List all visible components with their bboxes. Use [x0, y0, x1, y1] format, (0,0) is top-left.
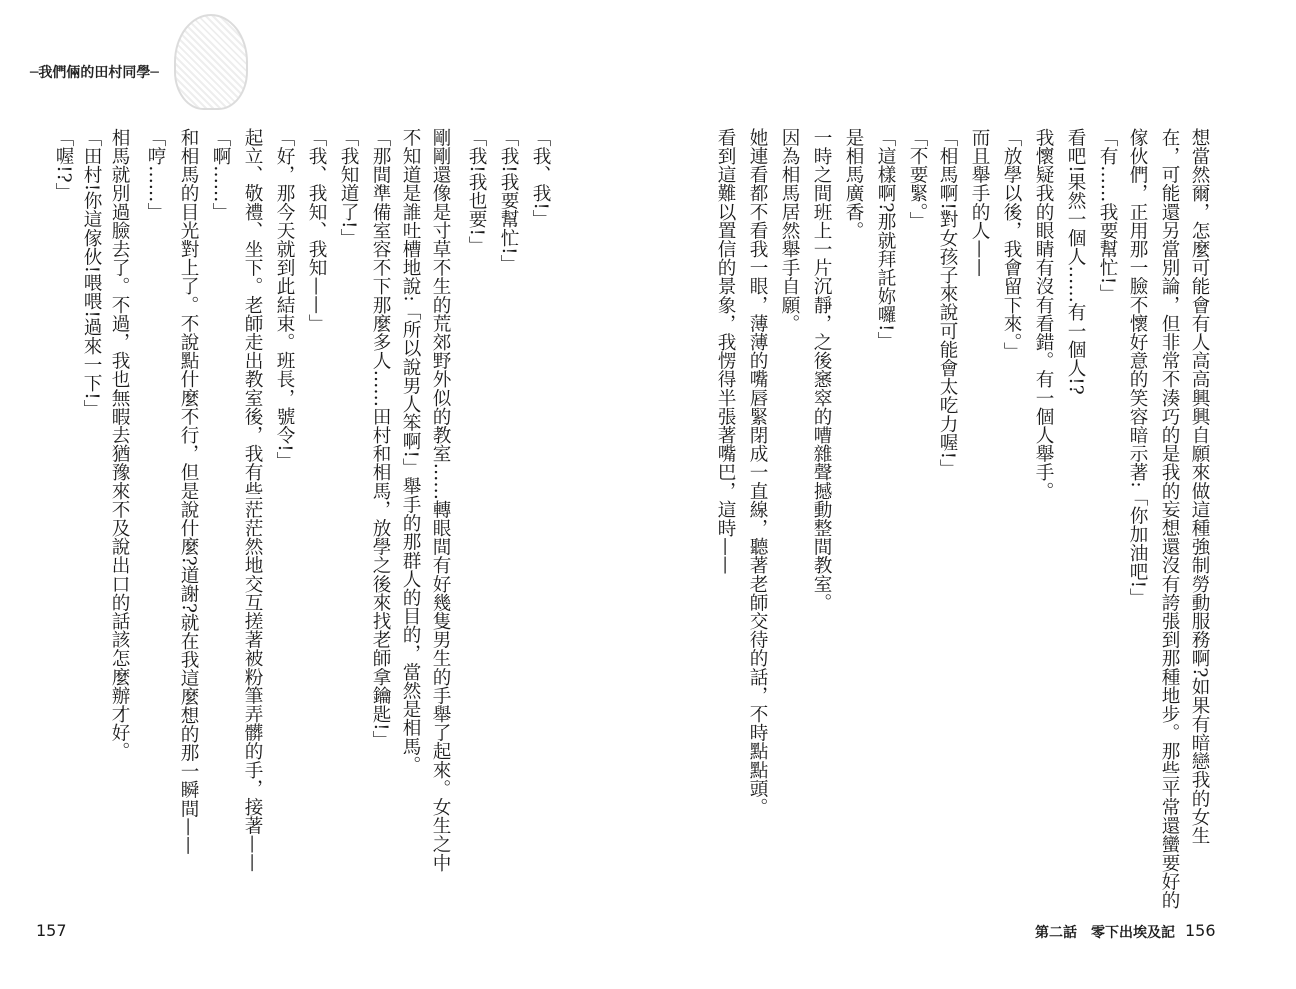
text-column: 「我、我!」	[530, 128, 551, 229]
series-header	[24, 14, 244, 114]
character-portrait-logo	[174, 14, 248, 110]
text-column: 「好，那今天就到此結束。班長，號令!」	[274, 128, 295, 471]
text-column: 「放學以後，我會留下來。」	[1001, 128, 1022, 361]
text-column: 看到這難以置信的景象，我愣得半張著嘴巴，這時——	[715, 128, 736, 575]
text-column: 和相馬的目光對上了。不說點什麼不行，但是說什麼?道謝?就在我這麼想的那一瞬間——	[178, 128, 199, 855]
text-column: 傢伙們，正用那一臉不懷好意的笑容暗示著:「你加油吧!」	[1127, 128, 1148, 607]
page-number-right: 156	[1185, 921, 1216, 940]
text-column: 想當然爾，怎麼可能會有人高高興興自願來做這種強制勞動服務啊?如果有暗戀我的女生	[1189, 128, 1210, 845]
text-column: 在，可能還另當別論，但非常不湊巧的是我的妄想還沒有誇張到那種地步。那些平常還蠻要好的	[1159, 128, 1180, 910]
text-column: 剛剛還像是寸草不生的荒郊野外似的教室……轉眼間有好幾隻男生的手舉了起來。女生之中	[430, 128, 451, 872]
chapter-title: 第二話 零下出埃及記	[1035, 925, 1175, 941]
page-number-left: 157	[36, 921, 67, 940]
text-column: 「喔!?」	[53, 128, 74, 202]
text-column: 我懷疑我的眼睛有沒有看錯。有一個人舉手。	[1033, 128, 1054, 500]
text-column: 因為相馬居然舉手自願。	[779, 128, 800, 333]
text-column: 「哼……」	[145, 128, 166, 221]
text-column: 「我!我也要!」	[466, 128, 487, 255]
text-column: 不知道是誰吐槽地說:「所以說男人笨啊!」舉手的那群人的目的，當然是相馬。	[400, 128, 421, 775]
text-column: 「我、我知、我知——」	[306, 128, 327, 333]
text-column: 「我!我要幫忙!」	[498, 128, 519, 274]
text-column: 「啊……」	[210, 128, 231, 221]
text-column: 「田村!你這傢伙!喂喂!過來一下!」	[81, 128, 102, 419]
text-column: 「那間準備室容不下那麼多人……田村和相馬，放學之後來找老師拿鑰匙!」	[370, 128, 391, 750]
text-column: 起立、敬禮、坐下。老師走出教室後，我有些茫茫然地交互搓著被粉筆弄髒的手，接著——	[242, 128, 263, 872]
text-column: 一時之間班上一片沉靜，之後窸窣的嘈雜聲撼動整間教室。	[811, 128, 832, 612]
text-column: 「不要緊。」	[907, 128, 928, 231]
series-title: ─我們倆的田村同學─	[28, 62, 161, 82]
text-column: 「我知道了!」	[338, 128, 359, 248]
text-column: 「有……我要幫忙!」	[1097, 128, 1118, 303]
text-column: 「這樣啊?那就拜託妳囉!」	[875, 128, 896, 351]
text-column: 相馬就別過臉去了。不過，我也無暇去猶豫來不及說出口的話該怎麼辦才好。	[109, 128, 130, 761]
text-column: 她連看都不看我一眼，薄薄的嘴唇緊閉成一直線，聽著老師交待的話，不時點點頭。	[747, 128, 768, 817]
text-column: 「相馬啊!對女孩子來說可能會太吃力喔!」	[937, 128, 958, 478]
text-column: 看吧!果然一個人……有一個人!?	[1065, 128, 1086, 395]
text-column: 是相馬廣香。	[843, 128, 864, 240]
text-column: 而且舉手的人——	[969, 128, 990, 277]
